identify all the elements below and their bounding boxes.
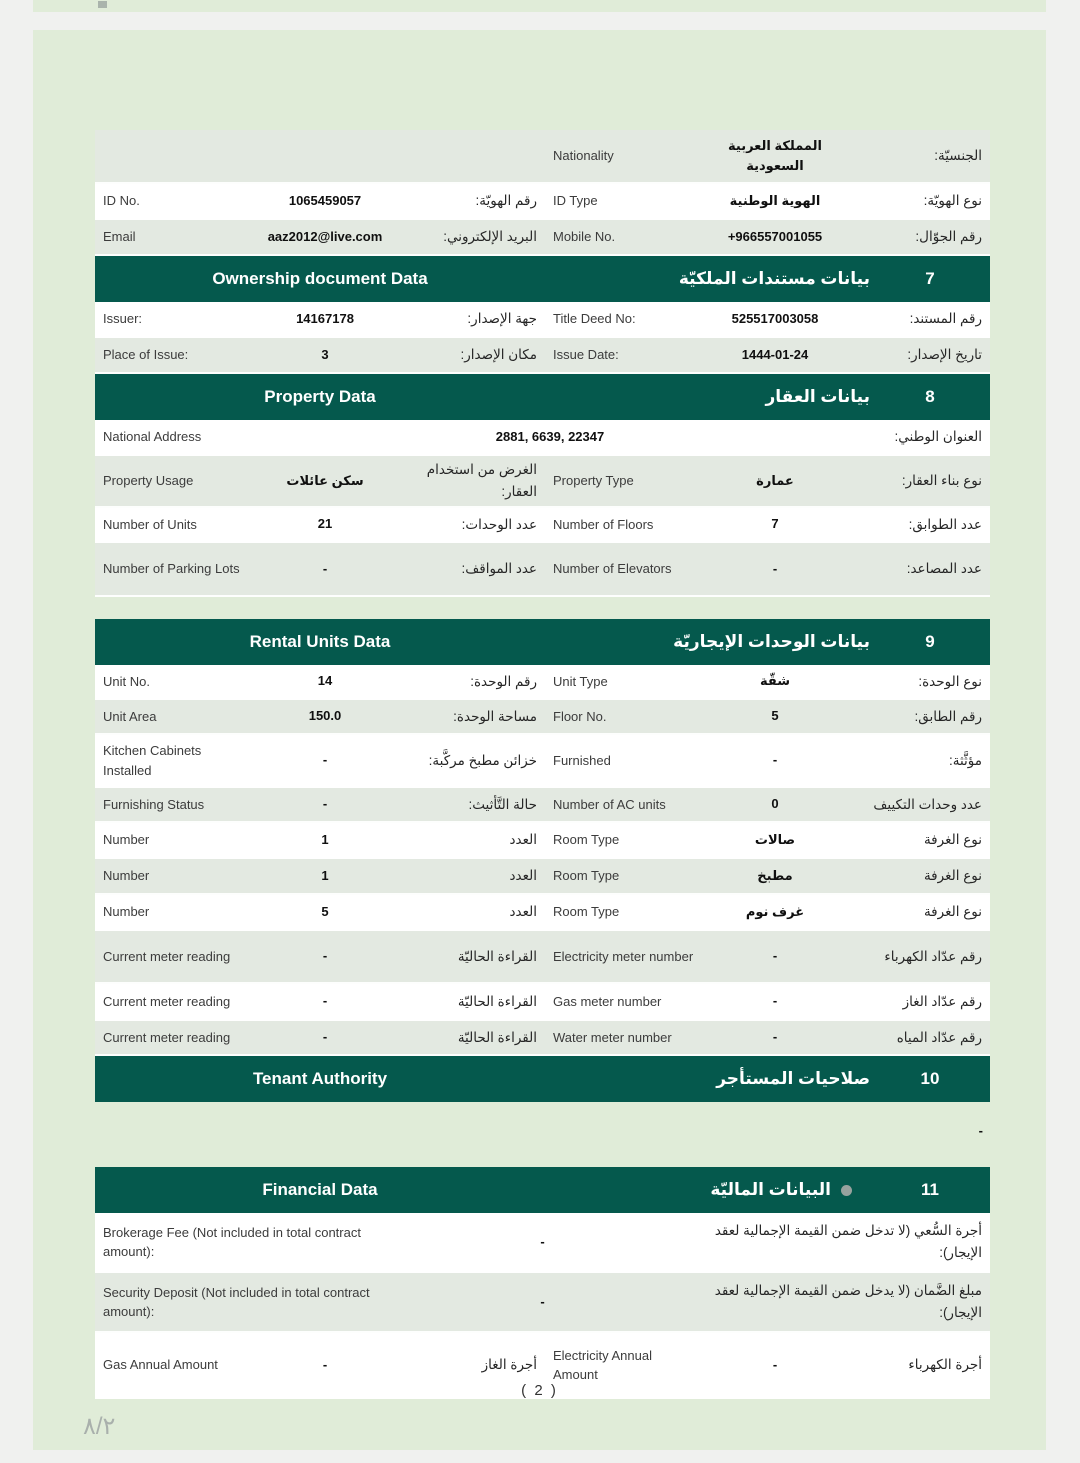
section-title-ar: بيانات مستندات الملكيّة (678, 269, 870, 288)
field-value: - (772, 993, 778, 1009)
field-label-ar: العدد (509, 868, 537, 884)
table-row (95, 302, 990, 338)
field-label-en: Property Type (553, 473, 634, 489)
field-value: 14 (317, 673, 333, 689)
section-dot-icon (841, 1185, 852, 1196)
field-value: - (322, 948, 328, 964)
field-label-en: Issue Date: (553, 347, 619, 363)
section-number: 7 (925, 269, 935, 288)
field-label-ar: خزائن مطبخ مركَّبة: (428, 752, 537, 768)
field-label-en: National Address (103, 429, 202, 445)
field-label-ar: رقم الهويّة: (475, 193, 537, 209)
table-row (95, 1213, 990, 1273)
field-value: 1 (321, 831, 329, 847)
table-row (95, 984, 990, 1021)
table-row (95, 130, 990, 184)
section-header-row (95, 1056, 990, 1102)
section-title-ar: بيانات الوحدات الإيجاريّة (673, 632, 870, 651)
field-label-en: Title Deed No: (553, 311, 636, 327)
field-label-en: Unit No. (103, 673, 150, 689)
field-value: - (772, 1029, 778, 1045)
field-label-ar: عدد وحدات التكييف (873, 796, 982, 812)
table-gap (95, 597, 990, 619)
field-label-ar: أجرة الكهرباء (908, 1357, 982, 1373)
field-label-en: Mobile No. (553, 229, 616, 245)
section-number: 10 (920, 1069, 940, 1088)
field-label-ar: أجرة الغاز (481, 1357, 537, 1373)
table-row (95, 823, 990, 859)
table-row (95, 1273, 990, 1333)
field-value: - (540, 1293, 545, 1309)
field-label-ar: الجنسيّة: (934, 148, 982, 164)
section-title-en: Financial Data (262, 1180, 378, 1199)
field-label-ar: نوع الغرفة (923, 832, 982, 848)
table-row (95, 220, 990, 256)
field-value: 2881, 6639, 22347 (495, 428, 605, 444)
field-value: 3 (321, 346, 329, 362)
field-label-ar: نوع بناء العقار: (901, 473, 982, 489)
section-number: 9 (925, 632, 935, 651)
field-label-ar: أجرة السُّعي (لا تدخل ضمن القيمة الإجمالية لعقد الإيجار): (714, 1223, 982, 1260)
field-value: - (322, 1029, 328, 1045)
field-value: سكن عائلات (286, 472, 364, 488)
field-value: 21 (317, 516, 333, 532)
field-label-en: Electricity meter number (553, 948, 694, 964)
field-value: - (322, 993, 328, 1009)
field-label-ar: القراءة الحاليّة (457, 993, 537, 1009)
field-label-en: Furnishing Status (103, 796, 205, 812)
field-value: صالات (754, 831, 796, 847)
field-label-en: Room Type (553, 868, 620, 884)
field-label-ar: البريد الإلكتروني: (443, 229, 537, 245)
table-row (95, 665, 990, 700)
field-value: غرف نوم (745, 903, 805, 919)
section-header-row (95, 374, 990, 420)
field-label-en: Electricity Annual Amount (553, 1347, 652, 1382)
field-label-en: Property Usage (103, 473, 194, 489)
field-label-ar: مؤثَّثة: (948, 752, 982, 768)
corner-page-indicator: ٨/٢ (83, 1413, 116, 1440)
field-value: +966557001055 (727, 228, 823, 244)
field-label-en: Current meter reading (103, 1029, 231, 1045)
field-label-ar: العدد (509, 832, 537, 848)
field-label-en: Number (103, 904, 150, 920)
previous-page-edge (33, 0, 1046, 12)
field-value: - (322, 752, 328, 768)
table-row (95, 895, 990, 931)
field-label-ar: عدد المصاعد: (906, 561, 982, 577)
field-label-ar: نوع الغرفة (923, 904, 982, 920)
field-label-en: ID No. (103, 193, 140, 209)
field-value: - (540, 1233, 545, 1249)
field-label-ar: رقم المستند: (909, 311, 982, 327)
section-header-row (95, 619, 990, 665)
field-label-ar: رقم عدّاد الغاز (902, 993, 982, 1009)
field-label-en: Number (103, 832, 150, 848)
table-row (95, 456, 990, 508)
field-label-ar: العنوان الوطني: (894, 429, 982, 445)
field-value: aaz2012@live.com (267, 228, 383, 244)
page-number: ( 2 ) (521, 1382, 558, 1399)
field-label-en: Room Type (553, 832, 620, 848)
field-value: - (772, 1356, 778, 1372)
table-row (95, 543, 990, 597)
section-title-en: Ownership document Data (212, 269, 428, 288)
field-value: الهوية الوطنية (729, 192, 821, 208)
field-label-en: Issuer: (103, 311, 143, 327)
field-label-en: Place of Issue: (103, 347, 189, 363)
field-label-ar: رقم الجوّال: (915, 229, 982, 245)
field-label-ar: رقم الطابق: (914, 708, 982, 724)
field-label-ar: نوع الهويّة: (923, 193, 982, 209)
table-row (95, 700, 990, 735)
field-value: 0 (771, 796, 779, 812)
field-label-ar: رقم عدّاد المياه (896, 1029, 982, 1045)
field-label-ar: عدد الوحدات: (461, 516, 537, 532)
section-header-row (95, 256, 990, 302)
table-row (95, 508, 990, 543)
field-label-en: Water meter number (553, 1029, 672, 1045)
field-value: 5 (321, 903, 329, 919)
table-row (95, 788, 990, 823)
field-value: عمارة (756, 472, 794, 488)
field-value: 150.0 (308, 708, 342, 724)
field-label-ar: القراءة الحاليّة (457, 1029, 537, 1045)
field-label-ar: عدد الطوابق: (908, 516, 982, 532)
field-label-en: Current meter reading (103, 993, 231, 1009)
field-value: - (322, 560, 328, 576)
table-row (95, 1021, 990, 1056)
field-label-en: Floor No. (553, 708, 607, 724)
field-label-en: Number of Elevators (553, 561, 672, 577)
field-label-ar: القراءة الحاليّة (457, 948, 537, 964)
section-title-ar: بيانات العقار (765, 387, 870, 406)
section-number: 8 (925, 387, 935, 406)
field-value: شقّة (759, 673, 791, 689)
field-value: 5 (771, 708, 779, 724)
section-title-ar: صلاحيات المستأجر (716, 1069, 870, 1088)
field-value: 525517003058 (731, 310, 819, 326)
field-label-en: Current meter reading (103, 948, 231, 964)
table-row (95, 420, 990, 456)
table-row (95, 735, 990, 788)
empty-section-value: - (978, 1123, 983, 1138)
field-label-ar: العدد (509, 904, 537, 920)
section-title-ar: البيانات الماليّة (710, 1180, 831, 1199)
field-label-en: Number of Floors (553, 516, 654, 532)
table-row (95, 338, 990, 374)
field-label-en: Unit Area (103, 708, 157, 724)
field-label-en: Number of Parking Lots (103, 561, 240, 577)
field-value: 1 (321, 867, 329, 883)
table-row (95, 859, 990, 895)
field-value: - (772, 948, 778, 964)
field-label-ar: مساحة الوحدة: (453, 708, 537, 724)
field-label-en: Number of Units (103, 516, 197, 532)
field-value: المملكة العربية السعودية (728, 137, 822, 173)
field-label-en: ID Type (553, 193, 598, 209)
field-value: مطبخ (757, 867, 793, 883)
field-label-ar: الغرض من استخدام العقار: (426, 462, 537, 499)
field-value: - (322, 1356, 328, 1372)
field-value: 1444-01-24 (741, 346, 809, 362)
field-label-en: Unit Type (553, 673, 608, 689)
field-label-ar: تاريخ الإصدار: (907, 347, 982, 363)
field-label-en: Number of AC units (553, 796, 666, 812)
section-header-row (95, 1167, 990, 1213)
table-row (95, 931, 990, 984)
field-label-ar: رقم الوحدة: (470, 673, 537, 689)
document-page (33, 30, 1046, 1450)
field-label-en: Furnished (553, 752, 611, 768)
field-label-ar: جهة الإصدار: (467, 311, 537, 327)
table-row (95, 184, 990, 220)
field-value: 1065459057 (288, 192, 362, 208)
field-value: - (772, 752, 778, 768)
field-label-en: Security Deposit (Not included in total contract amount): (103, 1284, 370, 1319)
field-label-en: Kitchen Cabinets Installed (103, 743, 202, 778)
field-label-en: Brokerage Fee (Not included in total contract amount): (103, 1224, 361, 1259)
field-label-ar: نوع الغرفة (923, 868, 982, 884)
field-label-en: Room Type (553, 904, 620, 920)
section-title-en: Tenant Authority (252, 1069, 388, 1088)
field-label-ar: حالة التَّأثيث: (468, 796, 537, 812)
field-label-ar: مبلغ الضَّمان (لا يدخل ضمن القيمة الإجمالية لعقد الإيجار): (714, 1283, 982, 1320)
field-value: 14167178 (296, 310, 354, 326)
field-value: - (772, 560, 778, 576)
table-gap (95, 1159, 990, 1167)
section-number: 11 (921, 1180, 939, 1199)
field-label-ar: نوع الوحدة: (918, 673, 982, 689)
field-label-en: Number (103, 868, 150, 884)
field-label-en: Gas meter number (553, 993, 662, 1009)
contract-table (95, 130, 990, 1399)
field-label-en: Nationality (553, 148, 614, 164)
field-label-ar: مكان الإصدار: (460, 347, 537, 363)
field-label-en: Email (103, 229, 136, 245)
section-title-en: Property Data (264, 387, 376, 406)
field-value: 7 (771, 516, 779, 532)
field-label-ar: عدد المواقف: (461, 561, 537, 577)
field-label-ar: رقم عدّاد الكهرباء (884, 948, 982, 964)
field-value: - (322, 796, 328, 812)
section-title-en: Rental Units Data (249, 632, 391, 651)
previous-page-text-fragment (98, 1, 107, 8)
field-label-en: Gas Annual Amount (103, 1357, 218, 1373)
